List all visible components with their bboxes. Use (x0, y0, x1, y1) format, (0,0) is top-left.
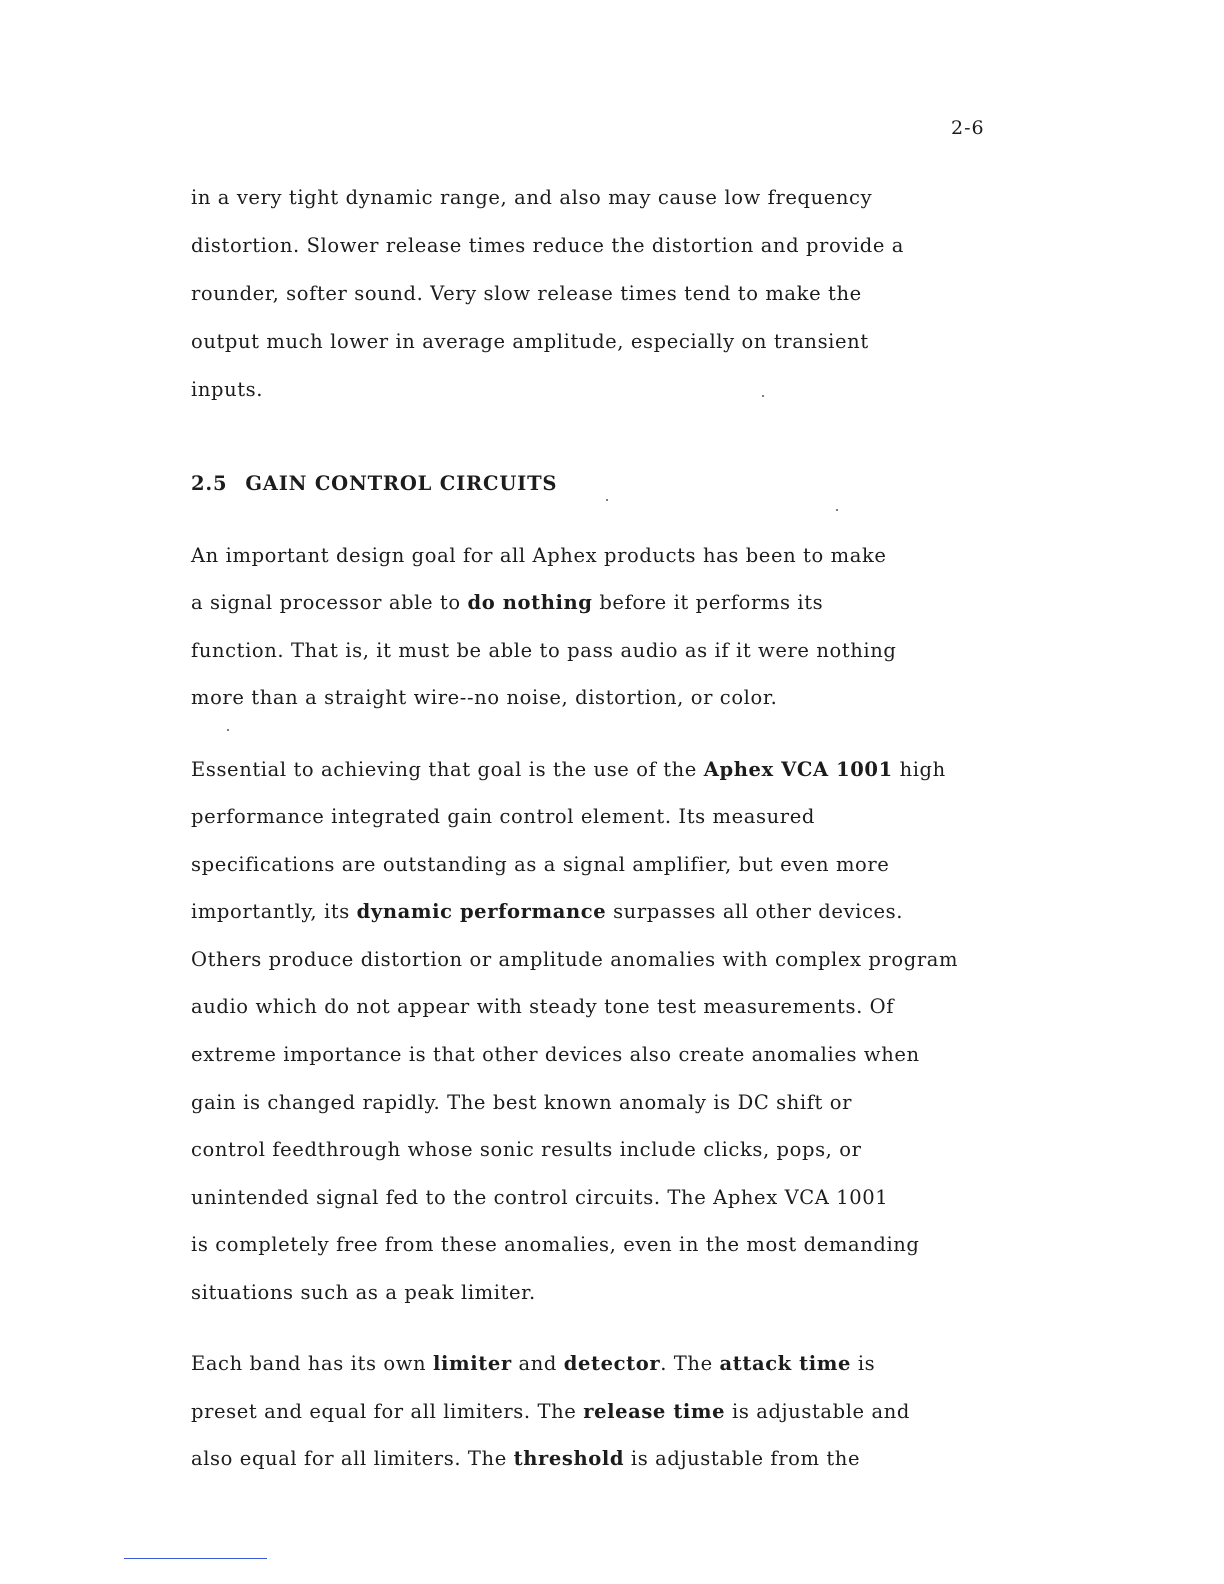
body-line: distortion. Slower release times reduce the distortion and provide a (191, 234, 904, 257)
emphasis-text: Aphex VCA 1001 (703, 758, 893, 781)
emphasis-text: detector (563, 1352, 661, 1375)
emphasis-text: dynamic performance (356, 900, 607, 923)
body-line (191, 1447, 860, 1470)
text-run: a signal processor able to (191, 591, 468, 614)
footnote-rule (124, 1558, 267, 1559)
body-line: control feedthrough whose sonic results include clicks, pops, or (191, 1138, 862, 1161)
text-run: is (851, 1352, 876, 1375)
body-line: audio which do not appear with steady tone test measurements. Of (191, 995, 895, 1018)
text-run: is adjustable and (725, 1400, 910, 1423)
body-line (191, 1400, 910, 1423)
text-run: Each band has its own (191, 1352, 433, 1375)
emphasis-text: threshold (513, 1447, 625, 1470)
scan-speck (762, 395, 764, 397)
text-run: is adjustable from the (624, 1447, 861, 1470)
text-run: also equal for all limiters. The (191, 1447, 514, 1470)
body-line: specifications are outstanding as a signal amplifier, but even more (191, 853, 890, 876)
section-heading (191, 472, 557, 495)
body-line: rounder, softer sound. Very slow release times tend to make the (191, 282, 862, 305)
text-run: . The (660, 1352, 720, 1375)
text-run: before it performs its (592, 591, 824, 614)
text-run: preset and equal for all limiters. The (191, 1400, 584, 1423)
body-line: output much lower in average amplitude, especially on transient (191, 330, 869, 353)
section-number: 2.5 (191, 472, 228, 495)
body-line: more than a straight wire--no noise, distortion, or color. (191, 686, 778, 709)
emphasis-text: do nothing (467, 591, 593, 614)
body-line: An important design goal for all Aphex products has been to make (191, 544, 887, 567)
scan-speck (606, 499, 608, 501)
body-line: unintended signal fed to the control circuits. The Aphex VCA 1001 (191, 1186, 889, 1209)
body-line: performance integrated gain control element. Its measured (191, 805, 815, 828)
body-line: situations such as a peak limiter. (191, 1281, 536, 1304)
body-line: is completely free from these anomalies, even in the most demanding (191, 1233, 920, 1256)
body-line: Others produce distortion or amplitude anomalies with complex program (191, 948, 959, 971)
emphasis-text: release time (583, 1400, 726, 1423)
body-line (191, 900, 903, 923)
page-number: 2-6 (951, 117, 985, 139)
scan-speck (836, 509, 838, 511)
body-line: inputs. (191, 378, 264, 401)
body-line: function. That is, it must be able to pass audio as if it were nothing (191, 639, 897, 662)
text-run: Essential to achieving that goal is the use of the (191, 758, 704, 781)
scan-speck (227, 729, 229, 731)
body-line: in a very tight dynamic range, and also may cause low frequency (191, 186, 873, 209)
body-line (191, 758, 946, 781)
emphasis-text: attack time (719, 1352, 852, 1375)
body-line (191, 1352, 875, 1375)
text-run: importantly, its (191, 900, 357, 923)
text-run: surpasses all other devices. (606, 900, 904, 923)
emphasis-text: limiter (432, 1352, 512, 1375)
text-run: high (892, 758, 946, 781)
body-line (191, 591, 823, 614)
text-run: and (511, 1352, 564, 1375)
body-line: gain is changed rapidly. The best known anomaly is DC shift or (191, 1091, 853, 1114)
body-line: extreme importance is that other devices also create anomalies when (191, 1043, 920, 1066)
section-title: GAIN CONTROL CIRCUITS (245, 472, 558, 495)
